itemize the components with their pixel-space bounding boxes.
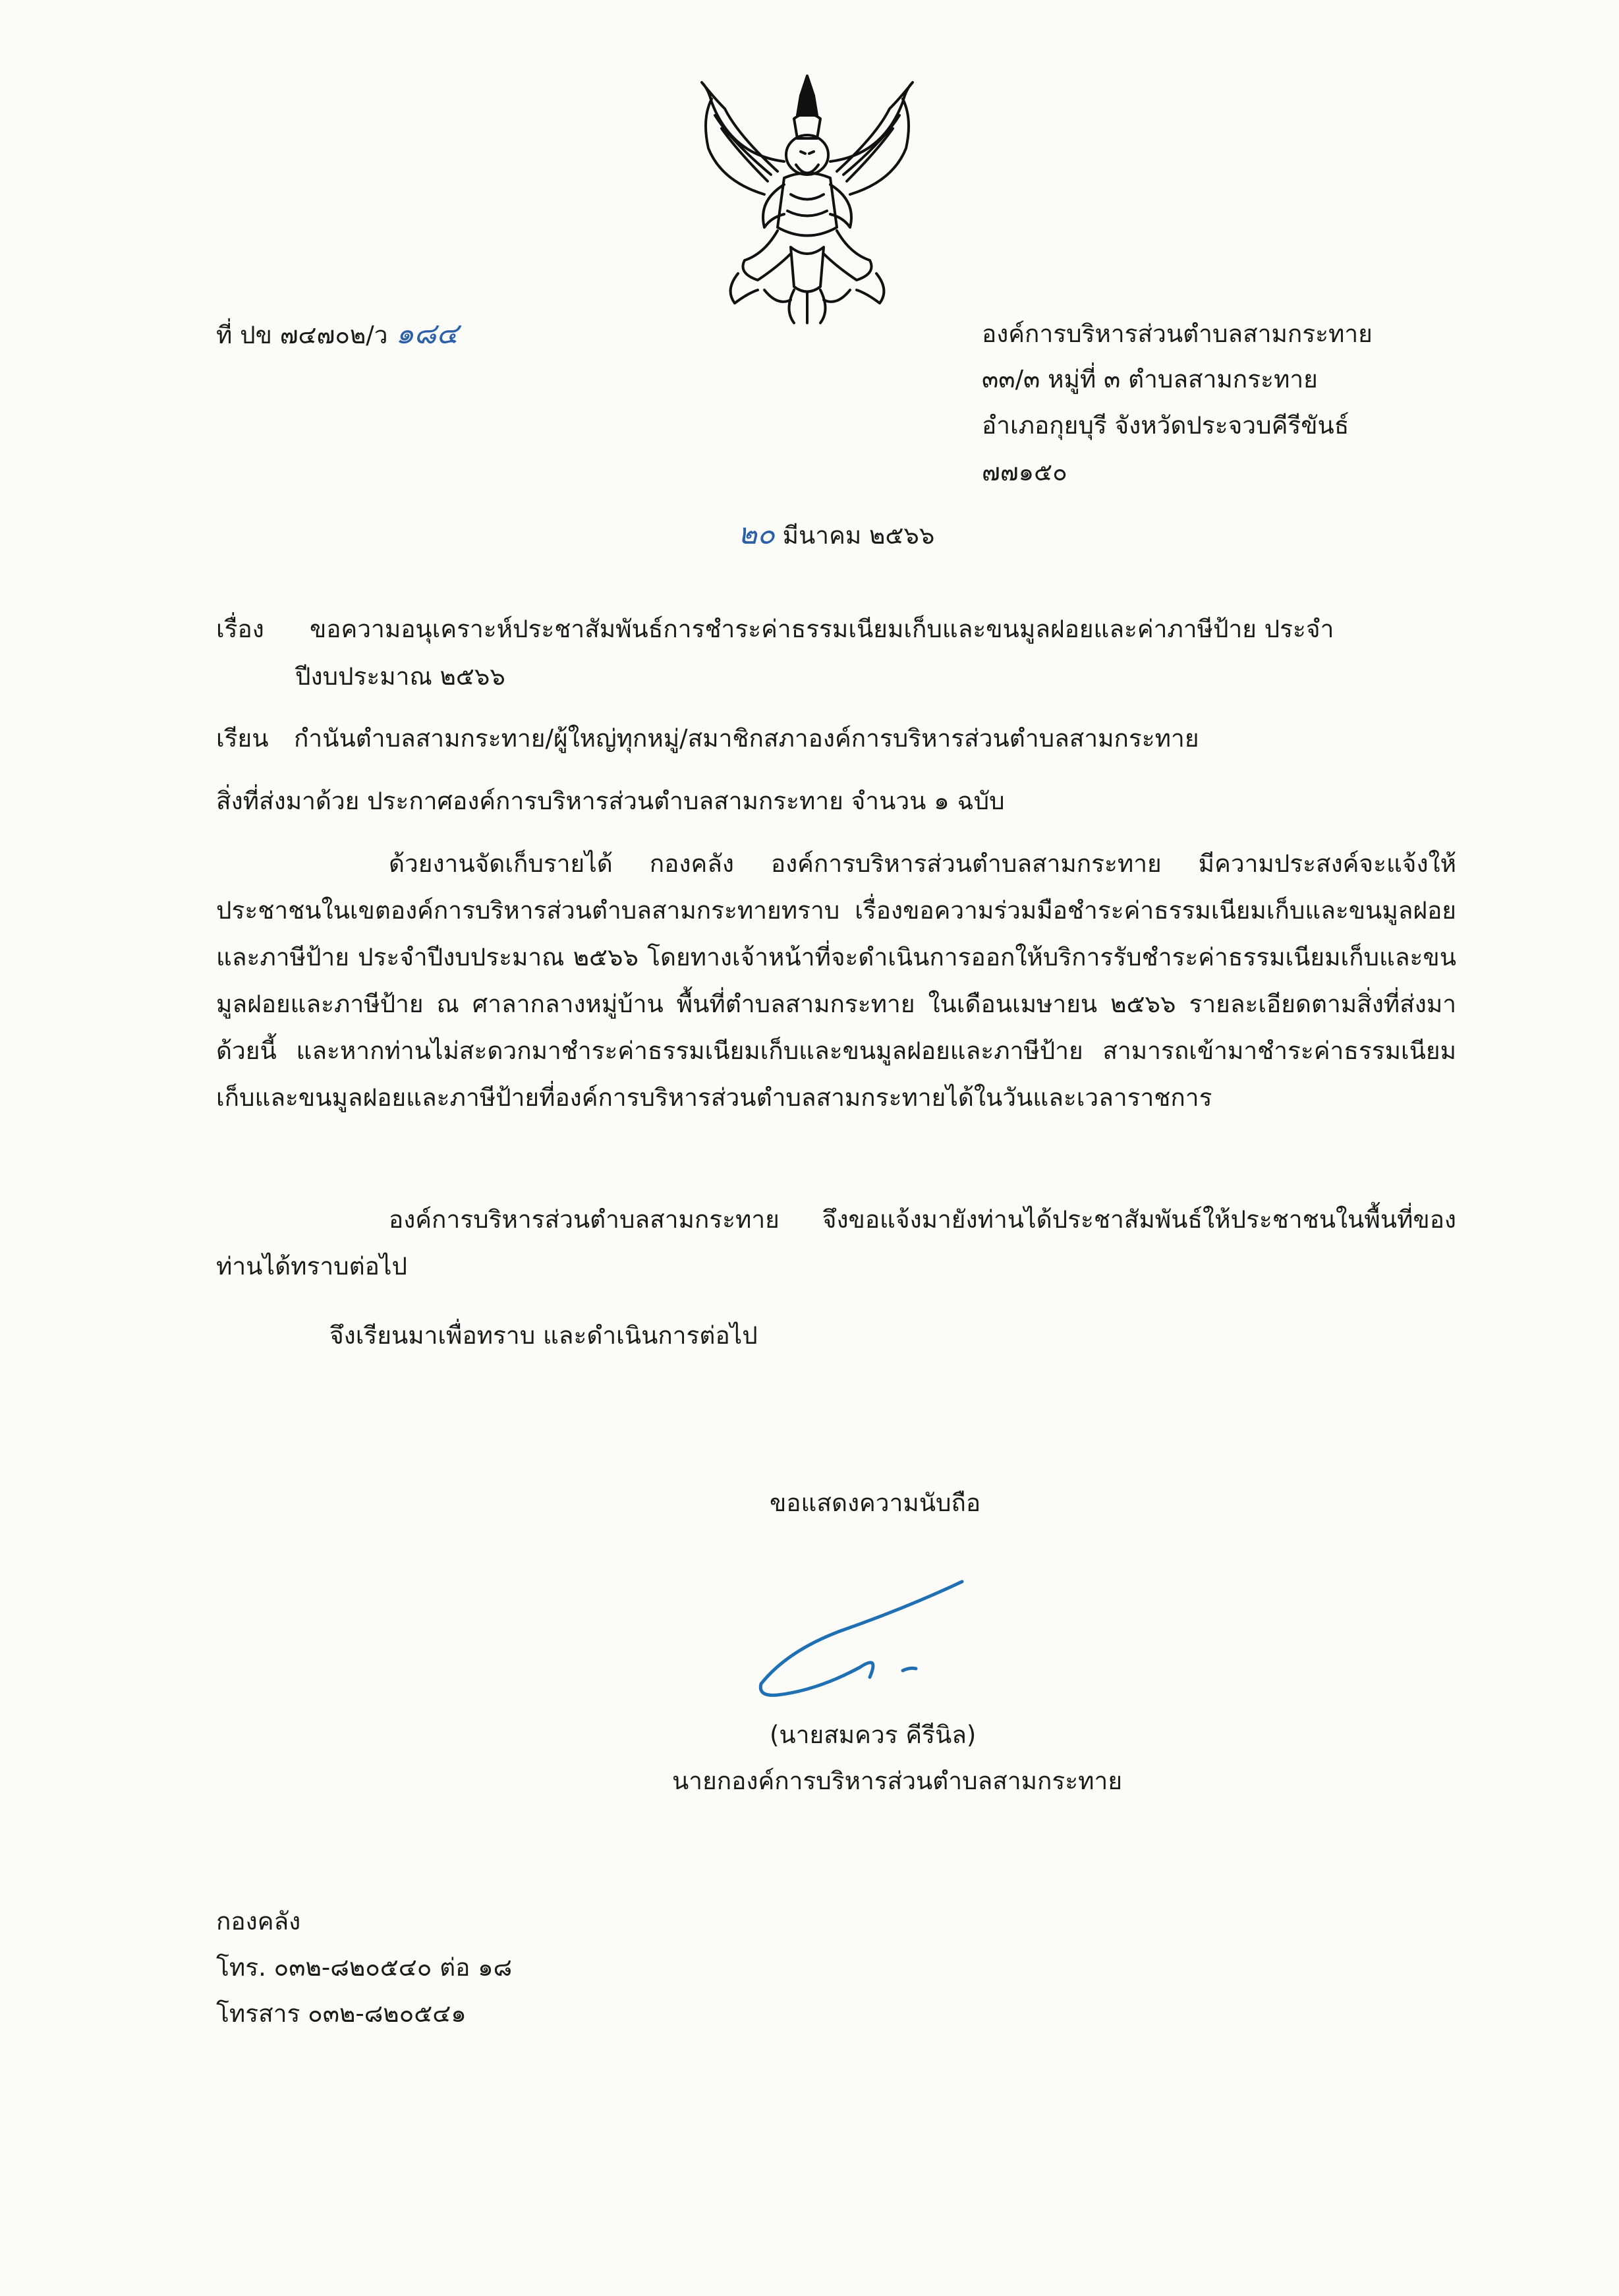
- office-address-line2: อำเภอกุยบุรี จังหวัดประจวบคีรีขันธ์: [982, 411, 1349, 440]
- date-month-year: มีนาคม ๒๕๖๖: [782, 521, 935, 550]
- body-paragraph-2: [216, 1196, 1456, 1290]
- footer-phone: โทร. ๐๓๒-๘๒๐๕๔๐ ต่อ ๑๘: [216, 1953, 513, 1982]
- handwritten-signature-icon: [741, 1568, 979, 1720]
- signer-name: (นายสมควร คีรีนิล): [770, 1721, 977, 1749]
- subject-label: เรื่อง: [216, 615, 264, 643]
- enclosure-text: ประกาศองค์การบริหารส่วนตำบลสามกระทาย จำนวน ๑ ฉบับ: [367, 787, 1005, 815]
- office-postcode: ๗๗๑๕๐: [982, 458, 1067, 486]
- reference-prefix: ที่ ปข ๗๔๗๐๒/ว: [216, 321, 388, 349]
- reference-number-handwritten: ๑๘๔: [395, 317, 459, 351]
- letter-date: [738, 514, 934, 556]
- office-name: องค์การบริหารส่วนตำบลสามกระทาย: [982, 320, 1373, 348]
- footer-fax: โทรสาร ๐๓๒-๘๒๐๕๔๑: [216, 1999, 467, 2028]
- body-paragraph-3: จึงเรียนมาเพื่อทราบ และดำเนินการต่อไป: [329, 1321, 758, 1350]
- garuda-emblem-icon: [685, 63, 929, 330]
- recipient-text: กำนันตำบลสามกระทาย/ผู้ใหญ่ทุกหมู่/สมาชิกสภาองค์การบริหารส่วนตำบลสามกระทาย: [294, 724, 1199, 753]
- body-paragraph-1-text: ด้วยงานจัดเก็บรายได้ กองคลัง องค์การบริหารส่วนตำบลสามกระทาย มีความประสงค์จะแจ้งให้ประชาชนในเขตองค์การบริหารส่วนตำบลสามกระทายทราบ เรื่องขอความร่วมมือชำระค่าธรรมเนียมเก็บและขนมูลฝอยและภาษีป้าย ประจำปีงบประมาณ ๒๕๖๖ โดยทางเจ้าหน้าที่จะดำเนินการออกให้บริการรับชำระค่าธรรมเนียมเก็บและขนมูลฝอยและภาษีป้าย ณ ศาลากลางหมู่บ้าน พื้นที่ตำบลสามกระทาย ในเดือนเมษายน ๒๕๖๖ รายละเอียดตามสิ่งที่ส่งมาด้วยนี้ และหากท่านไม่สะดวกมาชำระค่าธรรมเนียมเก็บและขนมูลฝอยและภาษีป้าย สามารถเข้ามาชำระค่าธรรมเนียมเก็บและขนมูลฝอยและภาษีป้ายที่องค์การบริหารส่วนตำบลสามกระทายได้ในวันและเวลาราชการ: [216, 849, 1456, 1112]
- office-address-line1: ๓๓/๓ หมู่ที่ ๓ ตำบลสามกระทาย: [982, 365, 1318, 393]
- footer-department: กองคลัง: [216, 1907, 301, 1936]
- enclosure-label: สิ่งที่ส่งมาด้วย: [216, 787, 360, 815]
- signer-title: นายกองค์การบริหารส่วนตำบลสามกระทาย: [672, 1767, 1123, 1795]
- date-day-handwritten: ๒๐: [738, 517, 775, 551]
- body-paragraph-2-text: องค์การบริหารส่วนตำบลสามกระทาย จึงขอแจ้งมายังท่านได้ประชาสัมพันธ์ให้ประชาชนในพื้นที่ของท่านได้ทราบต่อไป: [216, 1205, 1456, 1280]
- subject-line2: ปีงบประมาณ ๒๕๖๖: [295, 662, 505, 691]
- reference-number: [216, 314, 459, 356]
- recipient-label: เรียน: [216, 724, 269, 753]
- body-paragraph-1: [216, 840, 1456, 1121]
- subject-line1: ขอความอนุเคราะห์ประชาสัมพันธ์การชำระค่าธรรมเนียมเก็บและขนมูลฝอยและค่าภาษีป้าย ประจำ: [310, 615, 1334, 643]
- closing-salutation: ขอแสดงความนับถือ: [770, 1489, 981, 1517]
- enclosure: [216, 781, 1005, 822]
